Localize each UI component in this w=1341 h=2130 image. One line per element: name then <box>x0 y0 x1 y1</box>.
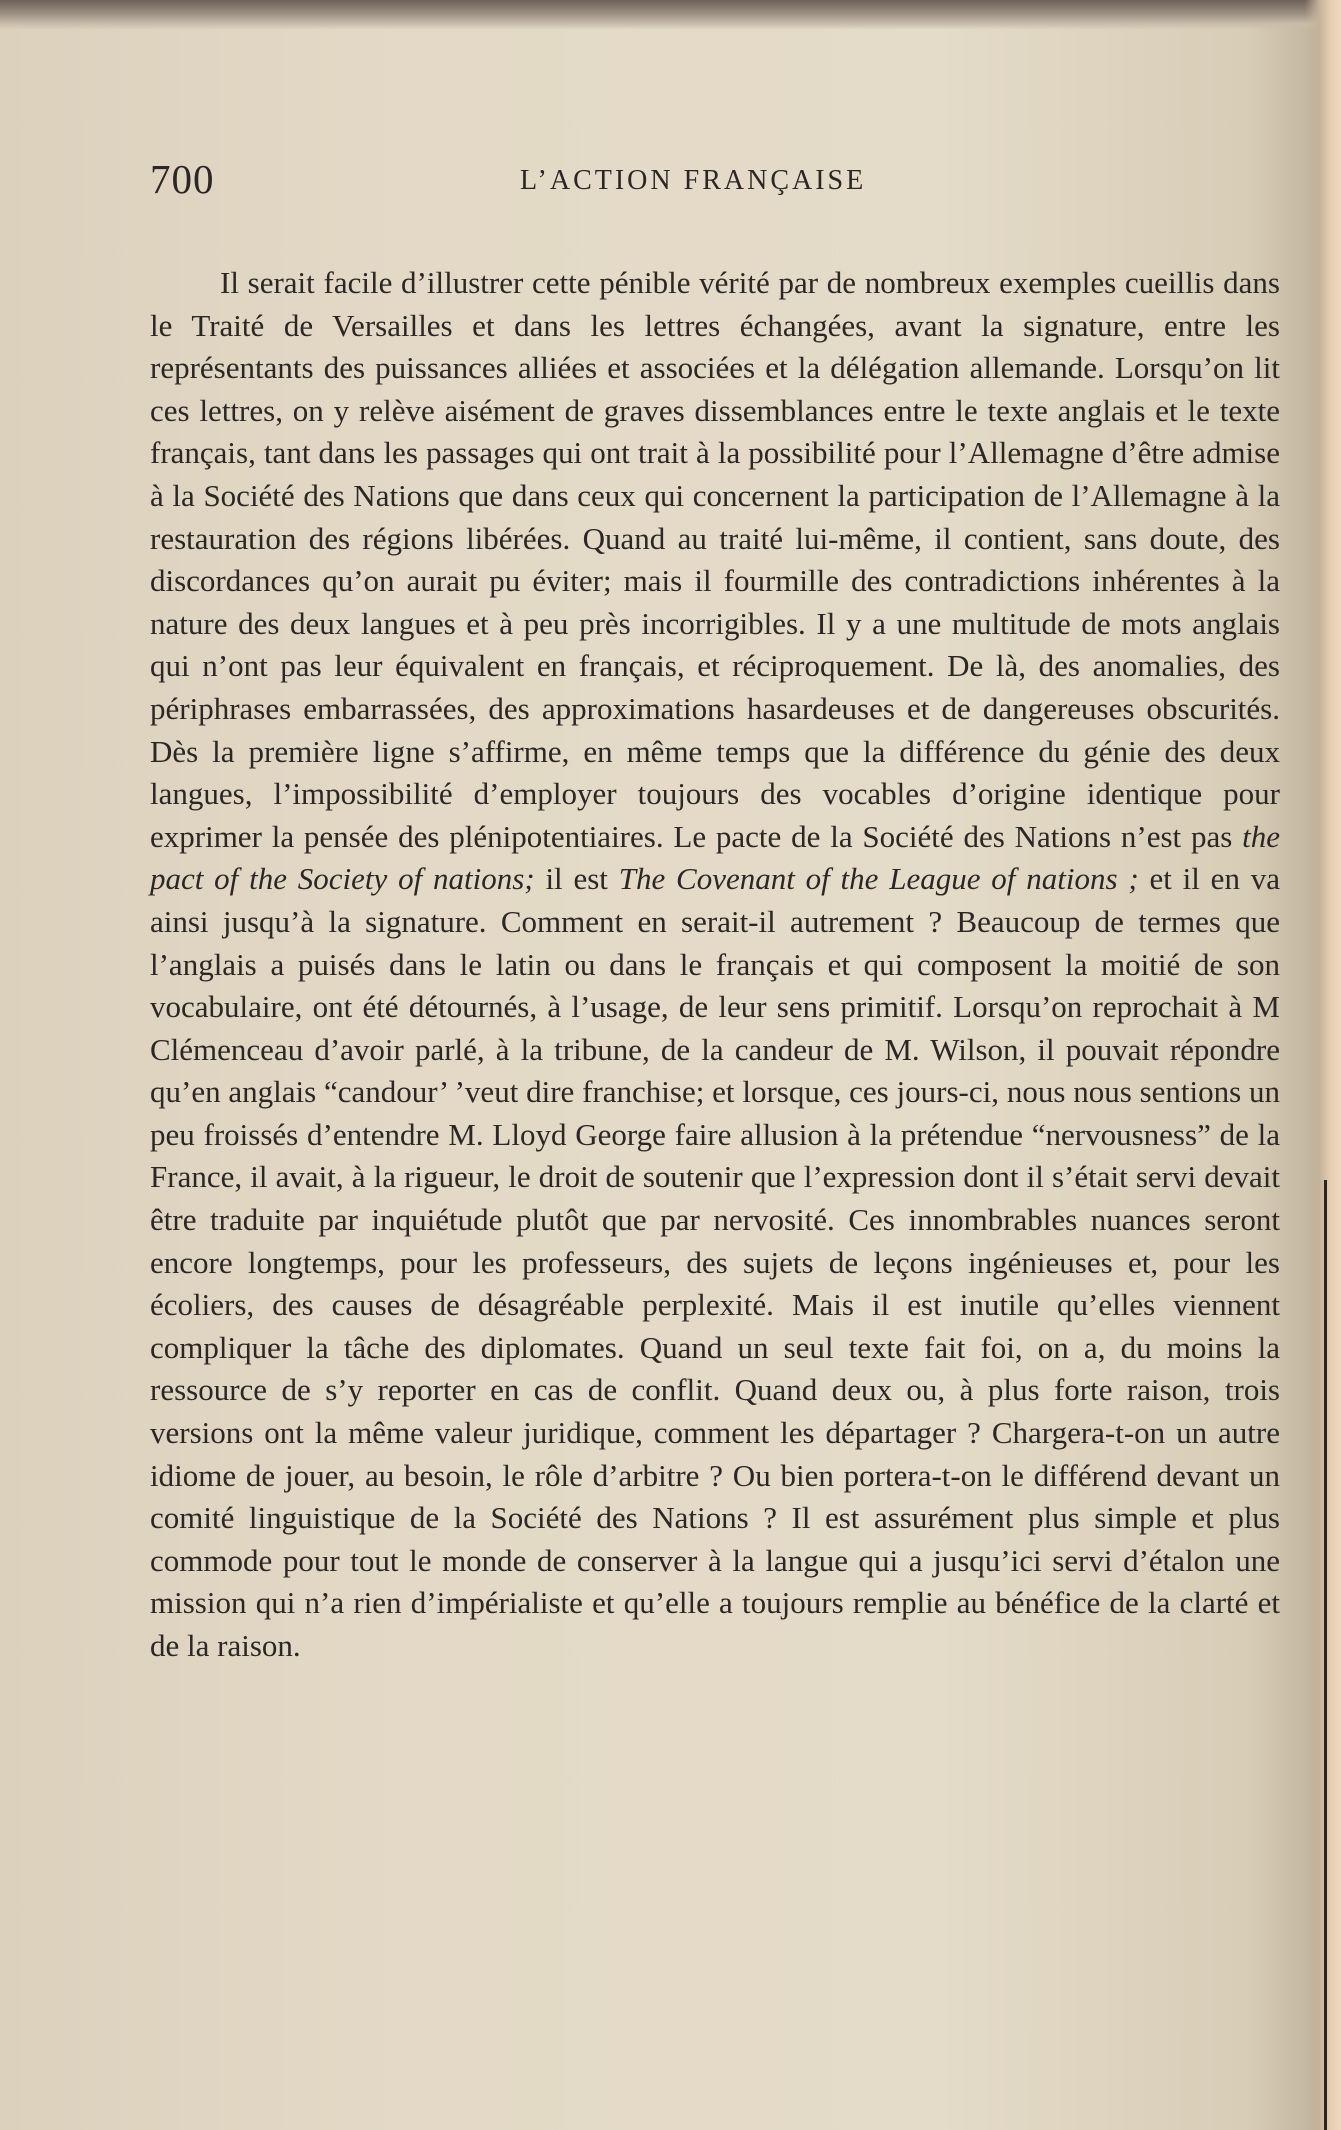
gutter-shadow <box>1324 1180 1327 2130</box>
running-title: L’ACTION FRANÇAISE <box>520 165 867 196</box>
top-page-edge <box>0 0 1341 30</box>
page-number: 700 <box>150 156 215 202</box>
body-paragraph <box>150 262 1280 1668</box>
italic-phrase: The Covenant of the League of nations ; <box>618 861 1139 897</box>
italic-phrase: the pact of the Society of nations; <box>150 818 1280 897</box>
paragraph-text: et il en va ainsi jusqu’à la signature. Comment en serait-il autrement ? Beaucoup de termes que l’anglais a puisés dans le latin ou dans le français et qui composent la moitié de son vocabulaire, ont été détournés, à l’usage, de leur sens primitif. Lorsqu’on reprochait à M Clémenceau d’avoir parlé, à la tribune, de la candeur de M. Wilson, il pouvait répondre qu’en anglais “candour’ ’veut dire franchise; et lorsque, ces jours-ci, nous nous sentions un peu froissés d’entendre M. Lloyd George faire allusion à la prétendue “nervousness” de la France, il avait, à la rigueur, le droit de soutenir que l’expression dont il s’était servi devait être traduite par inquiétude plutôt que par nervosité. Ces innombrables nuances seront encore longtemps, pour les professeurs, des sujets de leçons ingénieuses et, pour les écoliers, des causes de désagréable perplexité. Mais il est inutile qu’elles viennent compliquer la tâche des diplomates. Quand un seul texte fait foi, on a, du moins la ressource de s’y reporter en cas de conflit. Quand deux ou, à plus forte raison, trois versions ont la même valeur juridique, comment les départager ? Chargera-t-on un autre idiome de jouer, au besoin, le rôle d’arbitre ? Ou bien portera-t-on le différend devant un comité linguistique de la Société des Nations ? Il est assurément plus simple et plus commode pour tout le monde de conserver à la langue qui a jusqu’ici servi d’étalon une mission qui n’a rien d’impérialiste et qu’elle a toujours remplie au bénéfice de la clarté et de la raison. <box>150 861 1281 1663</box>
paragraph-text: il est <box>545 861 608 897</box>
binding-edge <box>1305 0 1341 2130</box>
page-header <box>150 155 1280 215</box>
paragraph-text: Il serait facile d’illustrer cette pénible vérité par de nombreux exemples cueillis dans le Traité de Versailles et dans les lettres échangées, avant la signature, entre les représentants des puissances alliées et associées et la délégation allemande. Lorsqu’on lit ces lettres, on y relève aisément de graves dissemblances entre le texte anglais et le texte français, tant dans les passages qui ont trait à la possibilité pour l’Allemagne d’être admise à la Société des Nations que dans ceux qui concernent la participation de l’Allemagne à la restauration des régions libérées. Quand au traité lui-même, il contient, sans doute, des discordances qu’on aurait pu éviter; mais il fourmille des contradictions inhérentes à la nature des deux langues et à peu près incorrigibles. Il y a une multitude de mots anglais qui n’ont pas leur équivalent en français, et réciproquement. De là, des anomalies, des périphrases embarrassées, des approximations hasardeuses et de dangereuses obscurités. Dès la première ligne s’affirme, en même temps que la différence du génie des deux langues, l’impossibilité d’employer toujours des vocables d’origine identique pour exprimer la pensée des plénipotentiaires. Le pacte de la Société des Nations n’est pas <box>150 265 1280 854</box>
